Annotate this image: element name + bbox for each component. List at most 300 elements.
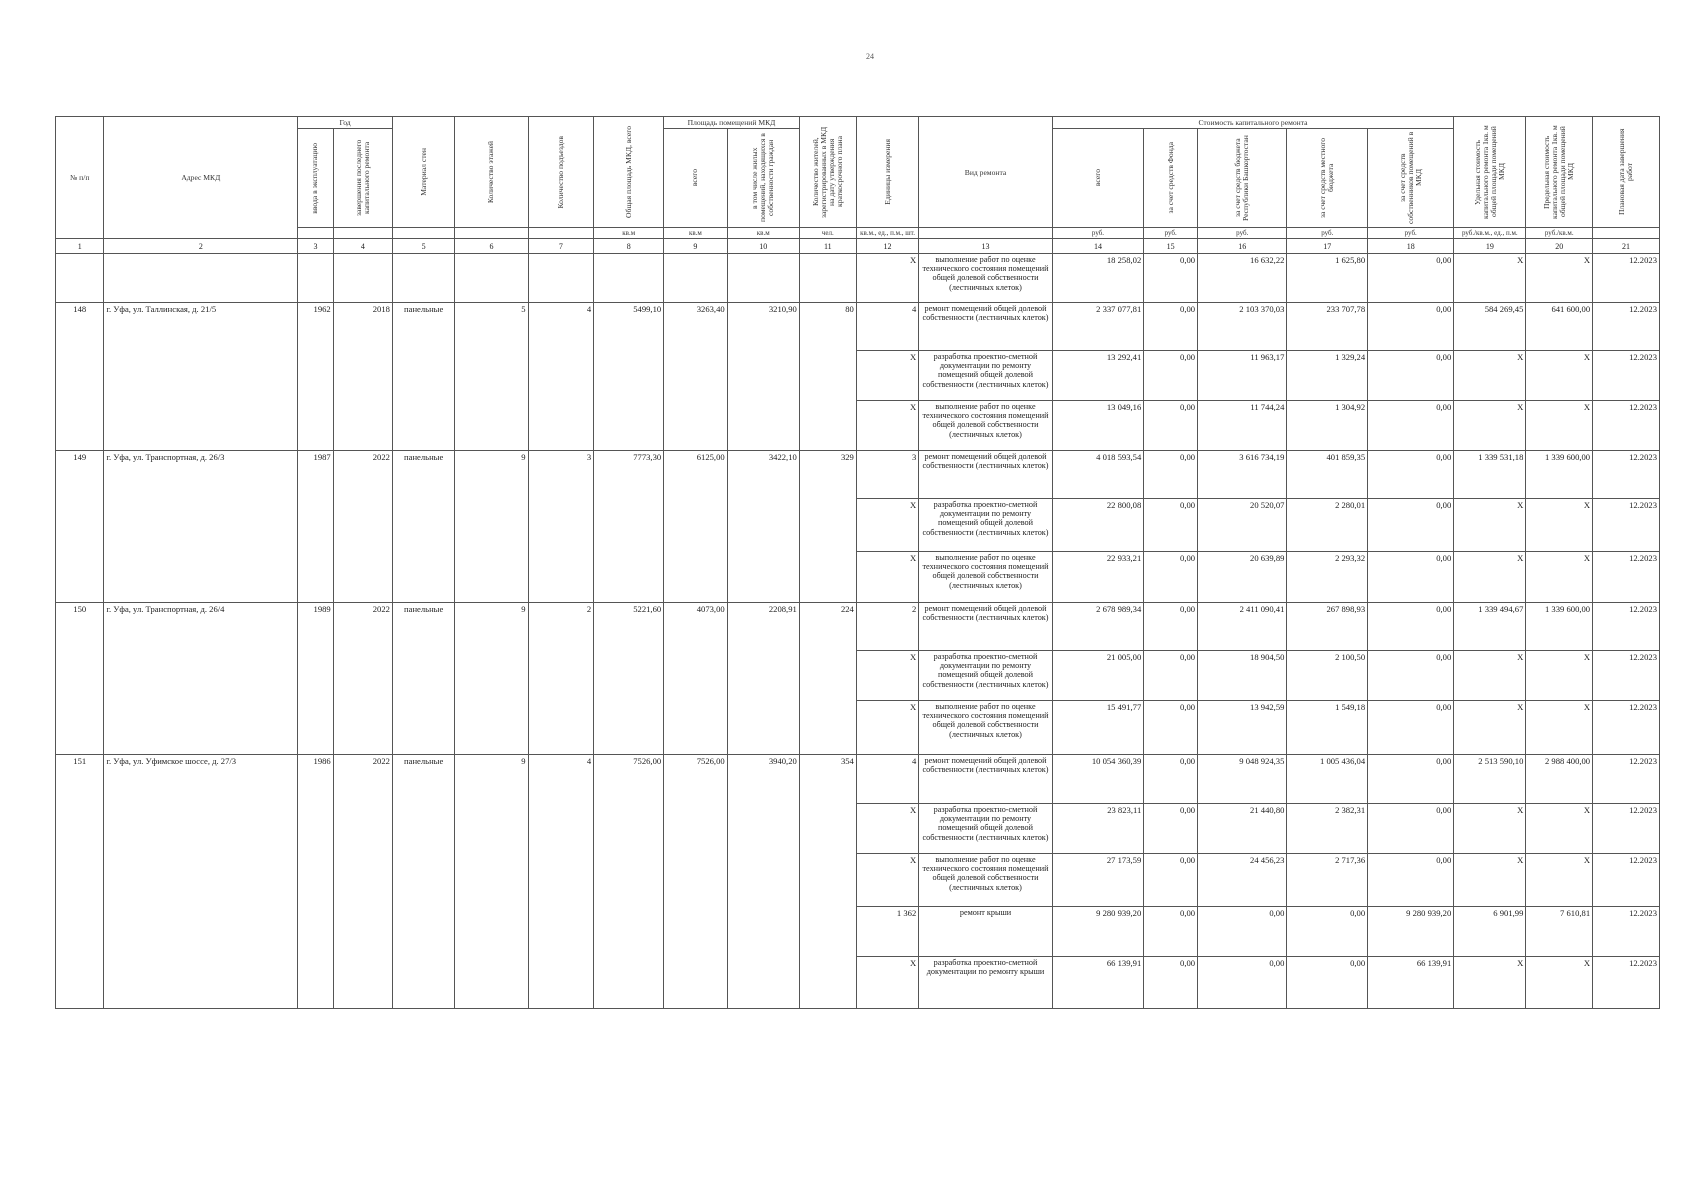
- row-address: [104, 701, 298, 755]
- col-residents-header: Количество жителей, зарегистрированных в МКД на дату утверждения краткосрочного плана: [799, 117, 856, 228]
- row-area-citizens: 3422,10: [727, 451, 799, 499]
- row-max-cost: X: [1526, 804, 1593, 854]
- row-cost-republic: 0,00: [1198, 957, 1287, 1009]
- row-residents: 224: [799, 603, 856, 651]
- col-cost-total-header: всего: [1052, 129, 1144, 228]
- row-entrances: [528, 701, 594, 755]
- row-volume: 2: [856, 603, 918, 651]
- unit-cell: кв.м: [594, 228, 664, 239]
- row-area-total: [664, 651, 728, 701]
- row-year-repair: [333, 701, 392, 755]
- row-cost-local: 1 549,18: [1287, 701, 1368, 755]
- row-entrances: [528, 957, 594, 1009]
- row-cost-fund: 0,00: [1144, 701, 1198, 755]
- row-max-cost: 1 339 600,00: [1526, 603, 1593, 651]
- row-cost-republic: 2 103 370,03: [1198, 303, 1287, 351]
- column-number: 12: [856, 239, 918, 254]
- col-address-header: Адрес МКД: [104, 117, 298, 239]
- row-unit-cost: X: [1454, 651, 1526, 701]
- row-residents: [799, 804, 856, 854]
- row-cost-total: 13 049,16: [1052, 401, 1144, 451]
- row-cost-fund: 0,00: [1144, 254, 1198, 303]
- row-area-total: [664, 957, 728, 1009]
- row-cost-local: 1 329,24: [1287, 351, 1368, 401]
- row-deadline: 12.2023: [1593, 499, 1660, 552]
- row-wall-material: [392, 701, 454, 755]
- row-work-type: ремонт помещений общей долевой собственности (лестничных клеток): [919, 303, 1052, 351]
- column-number: 14: [1052, 239, 1144, 254]
- row-number: [56, 957, 104, 1009]
- row-area-total: 4073,00: [664, 603, 728, 651]
- row-number: [56, 499, 104, 552]
- row-unit-cost: X: [1454, 499, 1526, 552]
- row-area-citizens: [727, 907, 799, 957]
- row-cost-republic: 16 632,22: [1198, 254, 1287, 303]
- row-wall-material: [392, 907, 454, 957]
- row-year-repair: [333, 651, 392, 701]
- row-cost-owners: 0,00: [1368, 254, 1454, 303]
- row-volume: 1 362: [856, 907, 918, 957]
- row-entrances: [528, 804, 594, 854]
- row-unit-cost: X: [1454, 701, 1526, 755]
- unit-cell: руб.: [1052, 228, 1144, 239]
- row-year-commission: [298, 552, 334, 603]
- column-numbers-row: [56, 239, 1660, 254]
- row-area-total: [664, 701, 728, 755]
- column-number: 11: [799, 239, 856, 254]
- row-year-commission: [298, 499, 334, 552]
- table-row: [56, 499, 1660, 552]
- row-total-area: [594, 957, 664, 1009]
- row-volume: X: [856, 854, 918, 907]
- row-address: [104, 401, 298, 451]
- row-year-repair: [333, 351, 392, 401]
- row-area-citizens: [727, 254, 799, 303]
- unit-cell: [392, 228, 454, 239]
- row-work-type: выполнение работ по оценке технического состояния помещений общей долевой собственности (лестничных клеток): [919, 552, 1052, 603]
- row-cost-local: 0,00: [1287, 907, 1368, 957]
- row-year-commission: 1962: [298, 303, 334, 351]
- row-cost-total: 66 139,91: [1052, 957, 1144, 1009]
- row-work-type: выполнение работ по оценке технического состояния помещений общей долевой собственности (лестничных клеток): [919, 254, 1052, 303]
- row-cost-total: 2 678 989,34: [1052, 603, 1144, 651]
- row-deadline: 12.2023: [1593, 907, 1660, 957]
- row-cost-fund: 0,00: [1144, 651, 1198, 701]
- row-address: [104, 254, 298, 303]
- row-cost-fund: 0,00: [1144, 907, 1198, 957]
- row-cost-owners: 0,00: [1368, 499, 1454, 552]
- column-number: 16: [1198, 239, 1287, 254]
- row-volume: X: [856, 552, 918, 603]
- row-max-cost: X: [1526, 701, 1593, 755]
- row-year-repair: [333, 957, 392, 1009]
- row-year-repair: 2022: [333, 451, 392, 499]
- table-row: [56, 755, 1660, 804]
- row-residents: 80: [799, 303, 856, 351]
- row-work-type: разработка проектно-сметной документации по ремонту помещений общей долевой собственности (лестничных клеток): [919, 804, 1052, 854]
- col-year-commission-header: ввода в эксплуатацию: [298, 129, 334, 228]
- row-year-commission: [298, 854, 334, 907]
- row-cost-republic: 11 744,24: [1198, 401, 1287, 451]
- row-floors: [455, 254, 528, 303]
- row-year-commission: [298, 804, 334, 854]
- row-floors: [455, 351, 528, 401]
- row-cost-local: 0,00: [1287, 957, 1368, 1009]
- row-cost-fund: 0,00: [1144, 451, 1198, 499]
- row-cost-total: 22 933,21: [1052, 552, 1144, 603]
- col-year-repair-header: завершения последнего капитального ремонта: [333, 129, 392, 228]
- column-number: 18: [1368, 239, 1454, 254]
- row-cost-republic: 20 639,89: [1198, 552, 1287, 603]
- row-entrances: [528, 552, 594, 603]
- col-cost-owners-header: за счет средств собственников помещений в МКД: [1368, 129, 1454, 228]
- row-floors: [455, 701, 528, 755]
- row-deadline: 12.2023: [1593, 603, 1660, 651]
- row-year-commission: [298, 701, 334, 755]
- row-deadline: 12.2023: [1593, 755, 1660, 804]
- repair-plan-table: [55, 116, 1660, 1009]
- row-total-area: [594, 351, 664, 401]
- row-cost-local: 1 304,92: [1287, 401, 1368, 451]
- row-address: г. Уфа, ул. Транспортная, д. 26/3: [104, 451, 298, 499]
- row-area-citizens: [727, 351, 799, 401]
- row-total-area: 5221,60: [594, 603, 664, 651]
- row-area-citizens: [727, 552, 799, 603]
- row-total-area: [594, 401, 664, 451]
- unit-cell: [528, 228, 594, 239]
- row-number: [56, 854, 104, 907]
- row-address: [104, 499, 298, 552]
- row-max-cost: 7 610,81: [1526, 907, 1593, 957]
- row-cost-owners: 0,00: [1368, 401, 1454, 451]
- row-deadline: 12.2023: [1593, 451, 1660, 499]
- row-cost-total: 23 823,11: [1052, 804, 1144, 854]
- unit-cell: руб./кв.м.: [1526, 228, 1593, 239]
- row-residents: 354: [799, 755, 856, 804]
- row-cost-owners: 0,00: [1368, 651, 1454, 701]
- row-deadline: 12.2023: [1593, 701, 1660, 755]
- row-floors: [455, 499, 528, 552]
- row-work-type: разработка проектно-сметной документации по ремонту помещений общей долевой собственности (лестничных клеток): [919, 651, 1052, 701]
- row-wall-material: [392, 854, 454, 907]
- row-cost-local: 267 898,93: [1287, 603, 1368, 651]
- col-area-total-header: всего: [664, 129, 728, 228]
- row-work-type: разработка проектно-сметной документации по ремонту помещений общей долевой собственности (лестничных клеток): [919, 499, 1052, 552]
- row-floors: 9: [455, 755, 528, 804]
- unit-cell: руб.: [1198, 228, 1287, 239]
- row-total-area: 5499,10: [594, 303, 664, 351]
- row-wall-material: [392, 351, 454, 401]
- row-year-repair: 2018: [333, 303, 392, 351]
- row-residents: [799, 351, 856, 401]
- row-residents: [799, 552, 856, 603]
- row-cost-local: 2 382,31: [1287, 804, 1368, 854]
- row-volume: 4: [856, 755, 918, 804]
- row-cost-owners: 0,00: [1368, 854, 1454, 907]
- row-cost-local: 2 717,36: [1287, 854, 1368, 907]
- row-residents: 329: [799, 451, 856, 499]
- row-floors: [455, 907, 528, 957]
- row-cost-local: 2 280,01: [1287, 499, 1368, 552]
- row-max-cost: 1 339 600,00: [1526, 451, 1593, 499]
- column-number: 1: [56, 239, 104, 254]
- table-row: [56, 603, 1660, 651]
- unit-cell: [298, 228, 334, 239]
- row-deadline: 12.2023: [1593, 401, 1660, 451]
- row-cost-owners: 0,00: [1368, 755, 1454, 804]
- table-row: [56, 651, 1660, 701]
- row-cost-total: 9 280 939,20: [1052, 907, 1144, 957]
- row-volume: X: [856, 351, 918, 401]
- row-max-cost: X: [1526, 499, 1593, 552]
- row-area-citizens: [727, 957, 799, 1009]
- row-entrances: [528, 499, 594, 552]
- column-number: 6: [455, 239, 528, 254]
- row-residents: [799, 401, 856, 451]
- col-cost-group-header: Стоимость капитального ремонта: [1052, 117, 1454, 129]
- col-cost-fund-header: за счет средств Фонда: [1144, 129, 1198, 228]
- row-cost-republic: 18 904,50: [1198, 651, 1287, 701]
- row-wall-material: [392, 499, 454, 552]
- row-year-repair: [333, 254, 392, 303]
- row-address: [104, 351, 298, 401]
- row-cost-total: 22 800,08: [1052, 499, 1144, 552]
- row-cost-fund: 0,00: [1144, 351, 1198, 401]
- row-area-total: [664, 499, 728, 552]
- row-cost-republic: 3 616 734,19: [1198, 451, 1287, 499]
- row-total-area: [594, 907, 664, 957]
- row-cost-owners: 0,00: [1368, 552, 1454, 603]
- row-wall-material: панельные: [392, 603, 454, 651]
- row-unit-cost: X: [1454, 804, 1526, 854]
- row-wall-material: [392, 552, 454, 603]
- unit-cell: руб.: [1287, 228, 1368, 239]
- row-year-commission: [298, 351, 334, 401]
- row-number: [56, 351, 104, 401]
- column-number: 7: [528, 239, 594, 254]
- row-area-total: [664, 401, 728, 451]
- row-cost-total: 13 292,41: [1052, 351, 1144, 401]
- row-cost-owners: 0,00: [1368, 701, 1454, 755]
- column-number: 5: [392, 239, 454, 254]
- row-cost-local: 401 859,35: [1287, 451, 1368, 499]
- column-number: 2: [104, 239, 298, 254]
- table-row: [56, 254, 1660, 303]
- row-max-cost: 641 600,00: [1526, 303, 1593, 351]
- row-cost-fund: 0,00: [1144, 755, 1198, 804]
- row-wall-material: панельные: [392, 451, 454, 499]
- row-entrances: 4: [528, 303, 594, 351]
- col-volume-header: Единицы измерения: [856, 117, 918, 228]
- table-row: [56, 401, 1660, 451]
- row-cost-owners: 9 280 939,20: [1368, 907, 1454, 957]
- row-work-type: выполнение работ по оценке технического состояния помещений общей долевой собственности (лестничных клеток): [919, 854, 1052, 907]
- column-number: 3: [298, 239, 334, 254]
- row-address: г. Уфа, ул. Уфимское шоссе, д. 27/3: [104, 755, 298, 804]
- row-cost-fund: 0,00: [1144, 854, 1198, 907]
- row-number: 149: [56, 451, 104, 499]
- row-work-type: ремонт крыши: [919, 907, 1052, 957]
- col-cost-local-header: за счет средств местного бюджета: [1287, 129, 1368, 228]
- row-cost-republic: 13 942,59: [1198, 701, 1287, 755]
- column-number: 13: [919, 239, 1052, 254]
- row-total-area: [594, 552, 664, 603]
- row-area-citizens: [727, 401, 799, 451]
- unit-cell: [333, 228, 392, 239]
- row-wall-material: [392, 957, 454, 1009]
- row-area-citizens: [727, 651, 799, 701]
- unit-cell: кв.м., ед., п.м., шт.: [856, 228, 918, 239]
- row-floors: [455, 804, 528, 854]
- row-cost-local: 1 005 436,04: [1287, 755, 1368, 804]
- row-entrances: [528, 907, 594, 957]
- row-wall-material: [392, 254, 454, 303]
- row-max-cost: 2 988 400,00: [1526, 755, 1593, 804]
- row-number: [56, 254, 104, 303]
- row-year-commission: [298, 401, 334, 451]
- row-cost-owners: 0,00: [1368, 351, 1454, 401]
- row-residents: [799, 254, 856, 303]
- row-address: [104, 651, 298, 701]
- row-address: [104, 804, 298, 854]
- row-cost-total: 27 173,59: [1052, 854, 1144, 907]
- row-floors: [455, 854, 528, 907]
- unit-cell: [455, 228, 528, 239]
- row-area-citizens: 2208,91: [727, 603, 799, 651]
- row-cost-fund: 0,00: [1144, 804, 1198, 854]
- row-total-area: [594, 804, 664, 854]
- table-row: [56, 907, 1660, 957]
- row-unit-cost: 584 269,45: [1454, 303, 1526, 351]
- row-wall-material: панельные: [392, 755, 454, 804]
- col-area-citizens-header: в том числе жилых помещений, находящихся в собственности граждан: [727, 129, 799, 228]
- row-wall-material: [392, 651, 454, 701]
- row-number: 150: [56, 603, 104, 651]
- row-cost-republic: 11 963,17: [1198, 351, 1287, 401]
- unit-cell: руб.: [1368, 228, 1454, 239]
- row-area-citizens: 3210,90: [727, 303, 799, 351]
- table-row: [56, 854, 1660, 907]
- row-unit-cost: X: [1454, 854, 1526, 907]
- row-unit-cost: X: [1454, 552, 1526, 603]
- unit-cell: кв.м: [664, 228, 728, 239]
- row-volume: X: [856, 254, 918, 303]
- row-total-area: [594, 651, 664, 701]
- column-number: 20: [1526, 239, 1593, 254]
- col-area-group-header: Площадь помещений МКД: [664, 117, 800, 129]
- row-total-area: [594, 701, 664, 755]
- row-cost-total: 21 005,00: [1052, 651, 1144, 701]
- row-year-repair: 2022: [333, 603, 392, 651]
- table-row: [56, 804, 1660, 854]
- table-row: [56, 957, 1660, 1009]
- row-max-cost: X: [1526, 552, 1593, 603]
- table-row: [56, 552, 1660, 603]
- row-cost-fund: 0,00: [1144, 499, 1198, 552]
- col-num-header: № п/п: [56, 117, 104, 239]
- row-entrances: [528, 351, 594, 401]
- row-address: [104, 854, 298, 907]
- row-residents: [799, 499, 856, 552]
- row-entrances: [528, 651, 594, 701]
- row-entrances: 4: [528, 755, 594, 804]
- table-row: [56, 303, 1660, 351]
- row-max-cost: X: [1526, 854, 1593, 907]
- row-area-total: 6125,00: [664, 451, 728, 499]
- row-work-type: разработка проектно-сметной документации по ремонту помещений общей долевой собственности (лестничных клеток): [919, 351, 1052, 401]
- row-cost-total: 15 491,77: [1052, 701, 1144, 755]
- row-address: г. Уфа, ул. Транспортная, д. 26/4: [104, 603, 298, 651]
- row-address: г. Уфа, ул. Таллинская, д. 21/5: [104, 303, 298, 351]
- row-number: [56, 401, 104, 451]
- row-area-citizens: 3940,20: [727, 755, 799, 804]
- row-area-citizens: [727, 804, 799, 854]
- row-unit-cost: 6 901,99: [1454, 907, 1526, 957]
- row-cost-republic: 2 411 090,41: [1198, 603, 1287, 651]
- row-cost-owners: 0,00: [1368, 804, 1454, 854]
- row-volume: X: [856, 701, 918, 755]
- row-work-type: ремонт помещений общей долевой собственности (лестничных клеток): [919, 603, 1052, 651]
- col-wall-header: Материал стен: [392, 117, 454, 228]
- row-entrances: 3: [528, 451, 594, 499]
- row-volume: 4: [856, 303, 918, 351]
- row-floors: 9: [455, 451, 528, 499]
- row-unit-cost: 1 339 531,18: [1454, 451, 1526, 499]
- col-cost-republic-header: за счет средств бюджета Республики Башкортостан: [1198, 129, 1287, 228]
- row-residents: [799, 701, 856, 755]
- row-address: [104, 907, 298, 957]
- row-cost-total: 10 054 360,39: [1052, 755, 1144, 804]
- row-unit-cost: X: [1454, 957, 1526, 1009]
- row-cost-total: 2 337 077,81: [1052, 303, 1144, 351]
- row-floors: [455, 552, 528, 603]
- row-volume: X: [856, 499, 918, 552]
- row-area-total: [664, 854, 728, 907]
- row-year-repair: [333, 401, 392, 451]
- row-floors: [455, 401, 528, 451]
- row-unit-cost: 2 513 590,10: [1454, 755, 1526, 804]
- unit-cell: [919, 228, 1052, 239]
- row-volume: X: [856, 957, 918, 1009]
- row-unit-cost: 1 339 494,67: [1454, 603, 1526, 651]
- unit-cell: руб.: [1144, 228, 1198, 239]
- row-year-commission: [298, 254, 334, 303]
- row-year-commission: [298, 957, 334, 1009]
- row-cost-republic: 24 456,23: [1198, 854, 1287, 907]
- table-row: [56, 351, 1660, 401]
- column-number: 21: [1593, 239, 1660, 254]
- row-year-commission: [298, 907, 334, 957]
- row-deadline: 12.2023: [1593, 804, 1660, 854]
- row-deadline: 12.2023: [1593, 303, 1660, 351]
- row-cost-fund: 0,00: [1144, 957, 1198, 1009]
- row-entrances: [528, 401, 594, 451]
- row-year-commission: [298, 651, 334, 701]
- col-work-type-header: Вид ремонта: [919, 117, 1052, 228]
- column-number: 15: [1144, 239, 1198, 254]
- row-area-total: 3263,40: [664, 303, 728, 351]
- row-year-commission: 1989: [298, 603, 334, 651]
- row-deadline: 12.2023: [1593, 552, 1660, 603]
- row-volume: X: [856, 651, 918, 701]
- row-floors: [455, 651, 528, 701]
- table-row: [56, 451, 1660, 499]
- col-unit-cost-header: Удельная стоимость капитального ремонта 1кв. м общей площади помещений МКД: [1454, 117, 1526, 228]
- row-max-cost: X: [1526, 651, 1593, 701]
- row-address: [104, 957, 298, 1009]
- row-area-citizens: [727, 854, 799, 907]
- row-max-cost: X: [1526, 957, 1593, 1009]
